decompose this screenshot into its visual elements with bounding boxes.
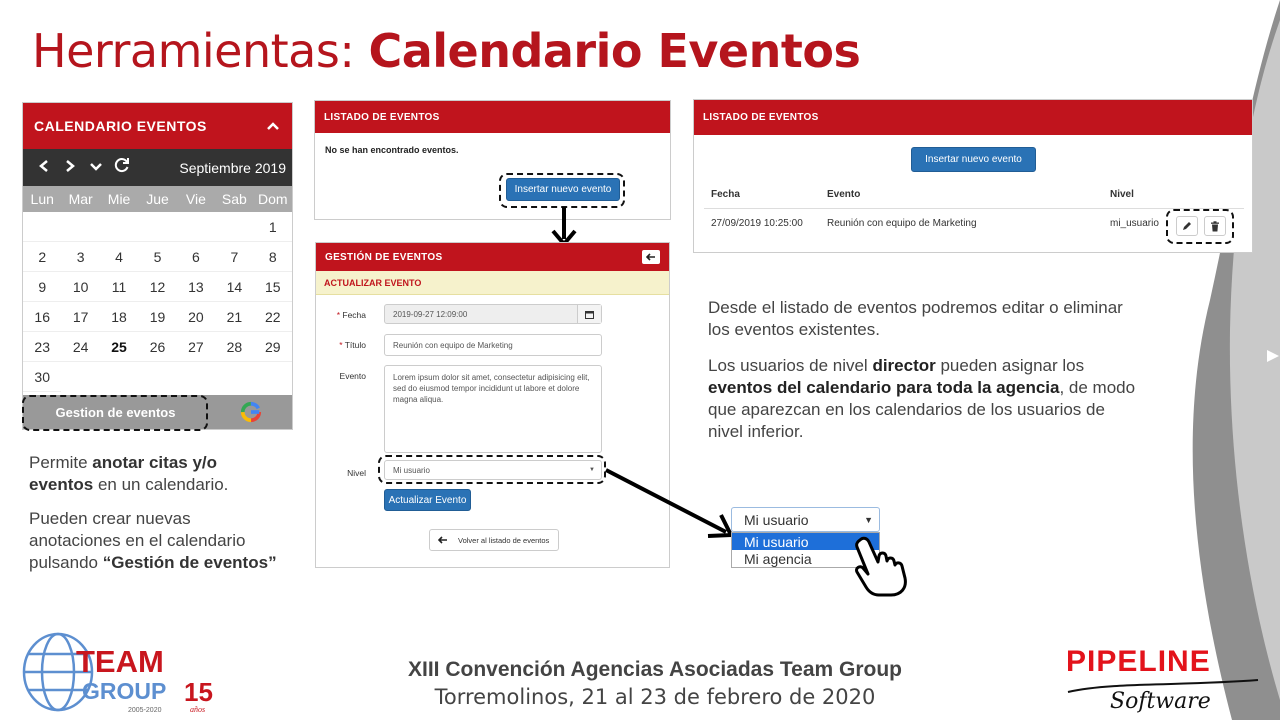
calendar-empty-cell	[177, 212, 215, 242]
logo-team-text: TEAM	[76, 644, 164, 679]
bold-text: director	[872, 356, 936, 375]
calendar-day[interactable]: 14	[215, 272, 253, 302]
weekday: Sab	[221, 191, 247, 207]
panel-subheader: ACTUALIZAR EVENTO	[316, 271, 669, 295]
highlight-nivel-select	[378, 455, 606, 484]
dropdown-option[interactable]: Mi agencia	[744, 550, 812, 567]
calendar-day[interactable]: 2	[23, 242, 61, 272]
update-event-button[interactable]: Actualizar Evento	[384, 489, 471, 511]
text: en un calendario.	[93, 475, 229, 494]
teamgroup-logo	[18, 628, 218, 720]
calendar-day[interactable]: 25	[100, 332, 138, 362]
text: Pueden crear nuevas anotaciones en el calendario pulsando	[29, 509, 246, 572]
back-arrow-icon[interactable]	[642, 250, 660, 264]
select-caret-icon: ▼	[589, 467, 595, 473]
title-bold: Calendario Eventos	[368, 24, 861, 78]
dropdown-selected: Mi usuario	[744, 511, 809, 528]
calendar-day[interactable]: 1	[254, 212, 292, 242]
manage-events-button[interactable]: Gestion de eventos	[55, 404, 176, 420]
calendar-day[interactable]: 22	[254, 302, 292, 332]
panel-header: LISTADO DE EVENTOS	[315, 101, 670, 133]
calendar-day[interactable]: 15	[254, 272, 292, 302]
google-icon[interactable]	[240, 401, 262, 423]
weekday: Mar	[68, 191, 93, 207]
pipeline-logo	[1062, 640, 1267, 715]
label-text: Fecha	[342, 310, 366, 320]
highlight-manage-button	[22, 395, 208, 431]
refresh-icon[interactable]	[109, 157, 135, 178]
calendar-widget	[22, 102, 293, 430]
fecha-value: 2019-09-27 12:09:00	[393, 309, 468, 319]
calendar-day[interactable]: 29	[254, 332, 292, 362]
calendar-day[interactable]: 8	[254, 242, 292, 272]
logo-group-text: GROUP	[82, 678, 167, 704]
highlight-row-actions	[1166, 209, 1234, 244]
nivel-dropdown[interactable]	[731, 507, 880, 532]
calendar-day[interactable]: 20	[177, 302, 215, 332]
logo-years-text: 2005-2020	[128, 707, 162, 714]
panel-title: GESTIÓN DE EVENTOS	[325, 251, 443, 263]
left-paragraph-1	[29, 452, 279, 496]
calendar-day[interactable]: 30	[23, 362, 61, 392]
calendar-grid	[23, 212, 292, 392]
calendar-day[interactable]: 7	[215, 242, 253, 272]
left-paragraph-2	[29, 508, 279, 574]
calendar-day[interactable]: 16	[23, 302, 61, 332]
insert-event-button[interactable]: Insertar nuevo evento	[911, 147, 1036, 172]
evento-label: Evento	[339, 371, 366, 381]
calendar-empty-cell	[100, 212, 138, 242]
calendar-day[interactable]: 4	[100, 242, 138, 272]
empty-message: No se han encontrado eventos.	[325, 145, 459, 155]
calendar-day[interactable]: 10	[61, 272, 99, 302]
calendar-day[interactable]: 18	[100, 302, 138, 332]
right-paragraph-1: Desde el listado de eventos podremos editar o eliminar los eventos existentes.	[708, 298, 1123, 339]
calendar-day[interactable]: 23	[23, 332, 61, 362]
next-month-icon[interactable]	[57, 157, 83, 178]
left-description	[29, 452, 279, 586]
text: Los usuarios de nivel	[708, 356, 873, 375]
logo-pipeline-text: PIPELINE	[1066, 645, 1211, 678]
footer-line-1: XIII Convención Agencias Asociadas Team Group	[407, 658, 902, 681]
calendar-day[interactable]: 5	[138, 242, 176, 272]
right-paragraph-2	[708, 355, 1138, 443]
calendar-day[interactable]: 12	[138, 272, 176, 302]
calendar-day[interactable]: 17	[61, 302, 99, 332]
calendar-empty-cell	[61, 212, 99, 242]
calendar-icon[interactable]	[577, 305, 601, 323]
logo-software-text: Software	[1110, 689, 1211, 714]
footer-line-2: Torremolinos, 21 al 23 de febrero de 2020	[434, 685, 876, 709]
bold-text: Gestión de eventos	[111, 553, 269, 572]
titulo-value: Reunión con equipo de Marketing	[393, 340, 513, 350]
arrow-diagonal	[600, 462, 740, 542]
calendar-day[interactable]: 9	[23, 272, 61, 302]
table-divider	[704, 208, 1244, 209]
calendar-day[interactable]: 24	[61, 332, 99, 362]
weekday-header	[23, 186, 292, 212]
logo-15-text: 15	[184, 677, 213, 707]
calendar-empty-cell	[138, 212, 176, 242]
page-title	[32, 24, 860, 78]
highlight-insert-button	[499, 173, 625, 208]
calendar-nav	[23, 149, 292, 186]
dropdown-caret-icon: ▼	[864, 514, 873, 525]
evento-value: Lorem ipsum dolor sit amet, consectetur adipisicing elit, sed do eiusmod tempor incididunt ut labore et dolore magna aliqua.	[393, 373, 590, 404]
weekday: Dom	[257, 191, 288, 207]
evento-textarea[interactable]	[384, 365, 602, 453]
panel-header: LISTADO DE EVENTOS	[694, 100, 1252, 135]
arrow-down	[550, 207, 578, 247]
calendar-day[interactable]: 6	[177, 242, 215, 272]
fecha-field[interactable]	[384, 304, 602, 324]
row-fecha: 27/09/2019 10:25:00	[711, 218, 803, 229]
calendar-empty-cell	[215, 212, 253, 242]
weekday: Lun	[30, 191, 54, 207]
title-light: Herramientas:	[32, 24, 355, 78]
calendar-day[interactable]: 13	[177, 272, 215, 302]
prev-month-icon[interactable]	[31, 157, 57, 178]
arrow-left-icon	[438, 536, 448, 544]
chevron-down-icon[interactable]	[83, 157, 109, 178]
panel-header	[316, 243, 669, 271]
column-header-fecha: Fecha	[711, 189, 740, 200]
nivel-label: Nivel	[347, 468, 366, 478]
label-text: Título	[344, 340, 366, 350]
logo-anos-text: años	[190, 705, 206, 714]
column-header-nivel: Nivel	[1110, 189, 1134, 200]
weekday: Mie	[107, 191, 131, 207]
row-nivel: mi_usuario	[1110, 218, 1159, 229]
bold-text: anotar citas y/o eventos	[29, 453, 218, 494]
quote-close: ”	[268, 553, 277, 572]
row-evento: Reunión con equipo de Marketing	[827, 218, 977, 229]
text: , de modo que aparezcan en los calendarios de los usuarios de nivel inferior.	[708, 378, 1136, 441]
text: pueden asignar los	[935, 356, 1085, 375]
weekday: Jue	[146, 191, 169, 207]
calendar-day[interactable]: 21	[215, 302, 253, 332]
calendar-day[interactable]: 26	[138, 332, 176, 362]
weekday: Vie	[185, 191, 206, 207]
back-to-list-button[interactable]	[429, 529, 559, 551]
column-header-evento: Evento	[827, 189, 861, 200]
quote-open: “	[102, 553, 112, 572]
calendar-month: Septiembre 2019	[179, 159, 286, 176]
calendar-day[interactable]: 28	[215, 332, 253, 362]
dropdown-option[interactable]: Mi usuario	[732, 533, 879, 550]
calendar-day[interactable]: 27	[177, 332, 215, 362]
calendar-day[interactable]: 11	[100, 272, 138, 302]
calendar-empty-cell	[23, 212, 61, 242]
hand-cursor-icon	[848, 536, 912, 598]
insert-event-button[interactable]: Insertar nuevo evento	[506, 178, 620, 201]
bold-text: eventos del calendario para toda la agencia	[708, 378, 1060, 397]
calendar-header	[23, 103, 292, 149]
calendar-day[interactable]: 3	[61, 242, 99, 272]
text: Permite	[29, 453, 93, 472]
collapse-icon[interactable]	[266, 121, 280, 131]
right-description	[708, 297, 1138, 457]
calendar-day[interactable]: 19	[138, 302, 176, 332]
titulo-label: * Título	[339, 340, 366, 350]
calendar-title: CALENDARIO EVENTOS	[34, 118, 207, 134]
titulo-field[interactable]	[384, 334, 602, 356]
fecha-label: * Fecha	[336, 310, 366, 320]
back-label: Volver al listado de eventos	[458, 535, 550, 545]
nivel-value: Mi usuario	[393, 465, 430, 475]
